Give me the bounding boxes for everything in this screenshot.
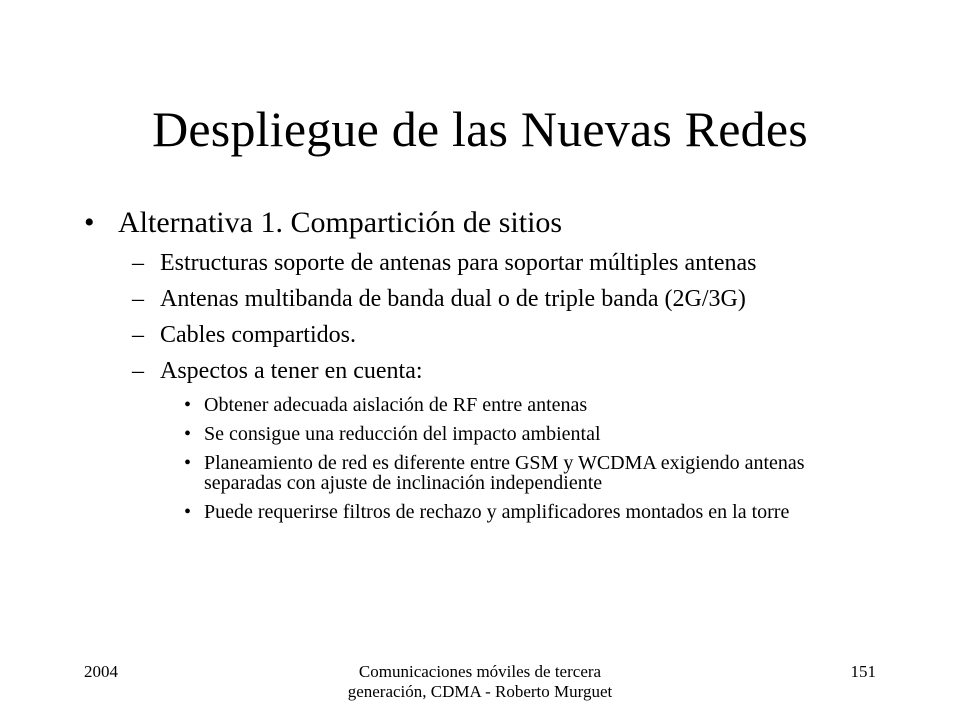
- aspect-item-planeamiento: [84, 453, 884, 493]
- bullet-icon: •: [184, 423, 192, 445]
- dash-icon: –: [132, 358, 144, 384]
- aspect-item-aislacion: [84, 395, 884, 415]
- dash-icon: –: [132, 286, 144, 312]
- aspect-text: Se consigue una reducción del impacto ambiental: [204, 423, 601, 445]
- sub-item-text: Aspectos a tener en cuenta:: [160, 358, 423, 384]
- bullet-icon: •: [84, 206, 95, 239]
- aspect-text: Planeamiento de red es diferente entre GSM y WCDMA exigiendo antenas separadas con ajuste de inclinación independiente: [204, 452, 805, 494]
- footer-course-title: Comunicaciones móviles de tercera generación, CDMA - Roberto Murguet: [347, 662, 613, 701]
- sub-item-text: Antenas multibanda de banda dual o de triple banda (2G/3G): [160, 286, 746, 312]
- sub-item-text: Cables compartidos.: [160, 322, 356, 348]
- slide-title: Despliegue de las Nuevas Redes: [152, 101, 808, 157]
- sub-item-text: Estructuras soporte de antenas para soportar múltiples antenas: [160, 250, 757, 276]
- bullet-icon: •: [184, 501, 192, 523]
- sub-item-antenas-multibanda: [84, 287, 884, 311]
- bullet-item-alternativa: [84, 205, 884, 241]
- slide-content: [84, 205, 884, 531]
- aspect-item-filtros: [84, 502, 884, 522]
- dash-icon: –: [132, 322, 144, 348]
- sub-item-aspectos: [84, 359, 884, 383]
- sub-item-estructuras: [84, 251, 884, 275]
- aspect-item-impacto: [84, 424, 884, 444]
- aspect-text: Obtener adecuada aislación de RF entre antenas: [204, 394, 588, 416]
- dash-icon: –: [132, 250, 144, 276]
- footer-year: 2004: [84, 662, 118, 681]
- sub-item-cables: [84, 323, 884, 347]
- aspect-text: Puede requerirse filtros de rechazo y amplificadores montados en la torre: [204, 501, 790, 523]
- bullet-icon: •: [184, 452, 192, 474]
- bullet-icon: •: [184, 394, 192, 416]
- footer-page-number: 151: [850, 662, 876, 681]
- bullet-text: Alternativa 1. Compartición de sitios: [118, 206, 563, 239]
